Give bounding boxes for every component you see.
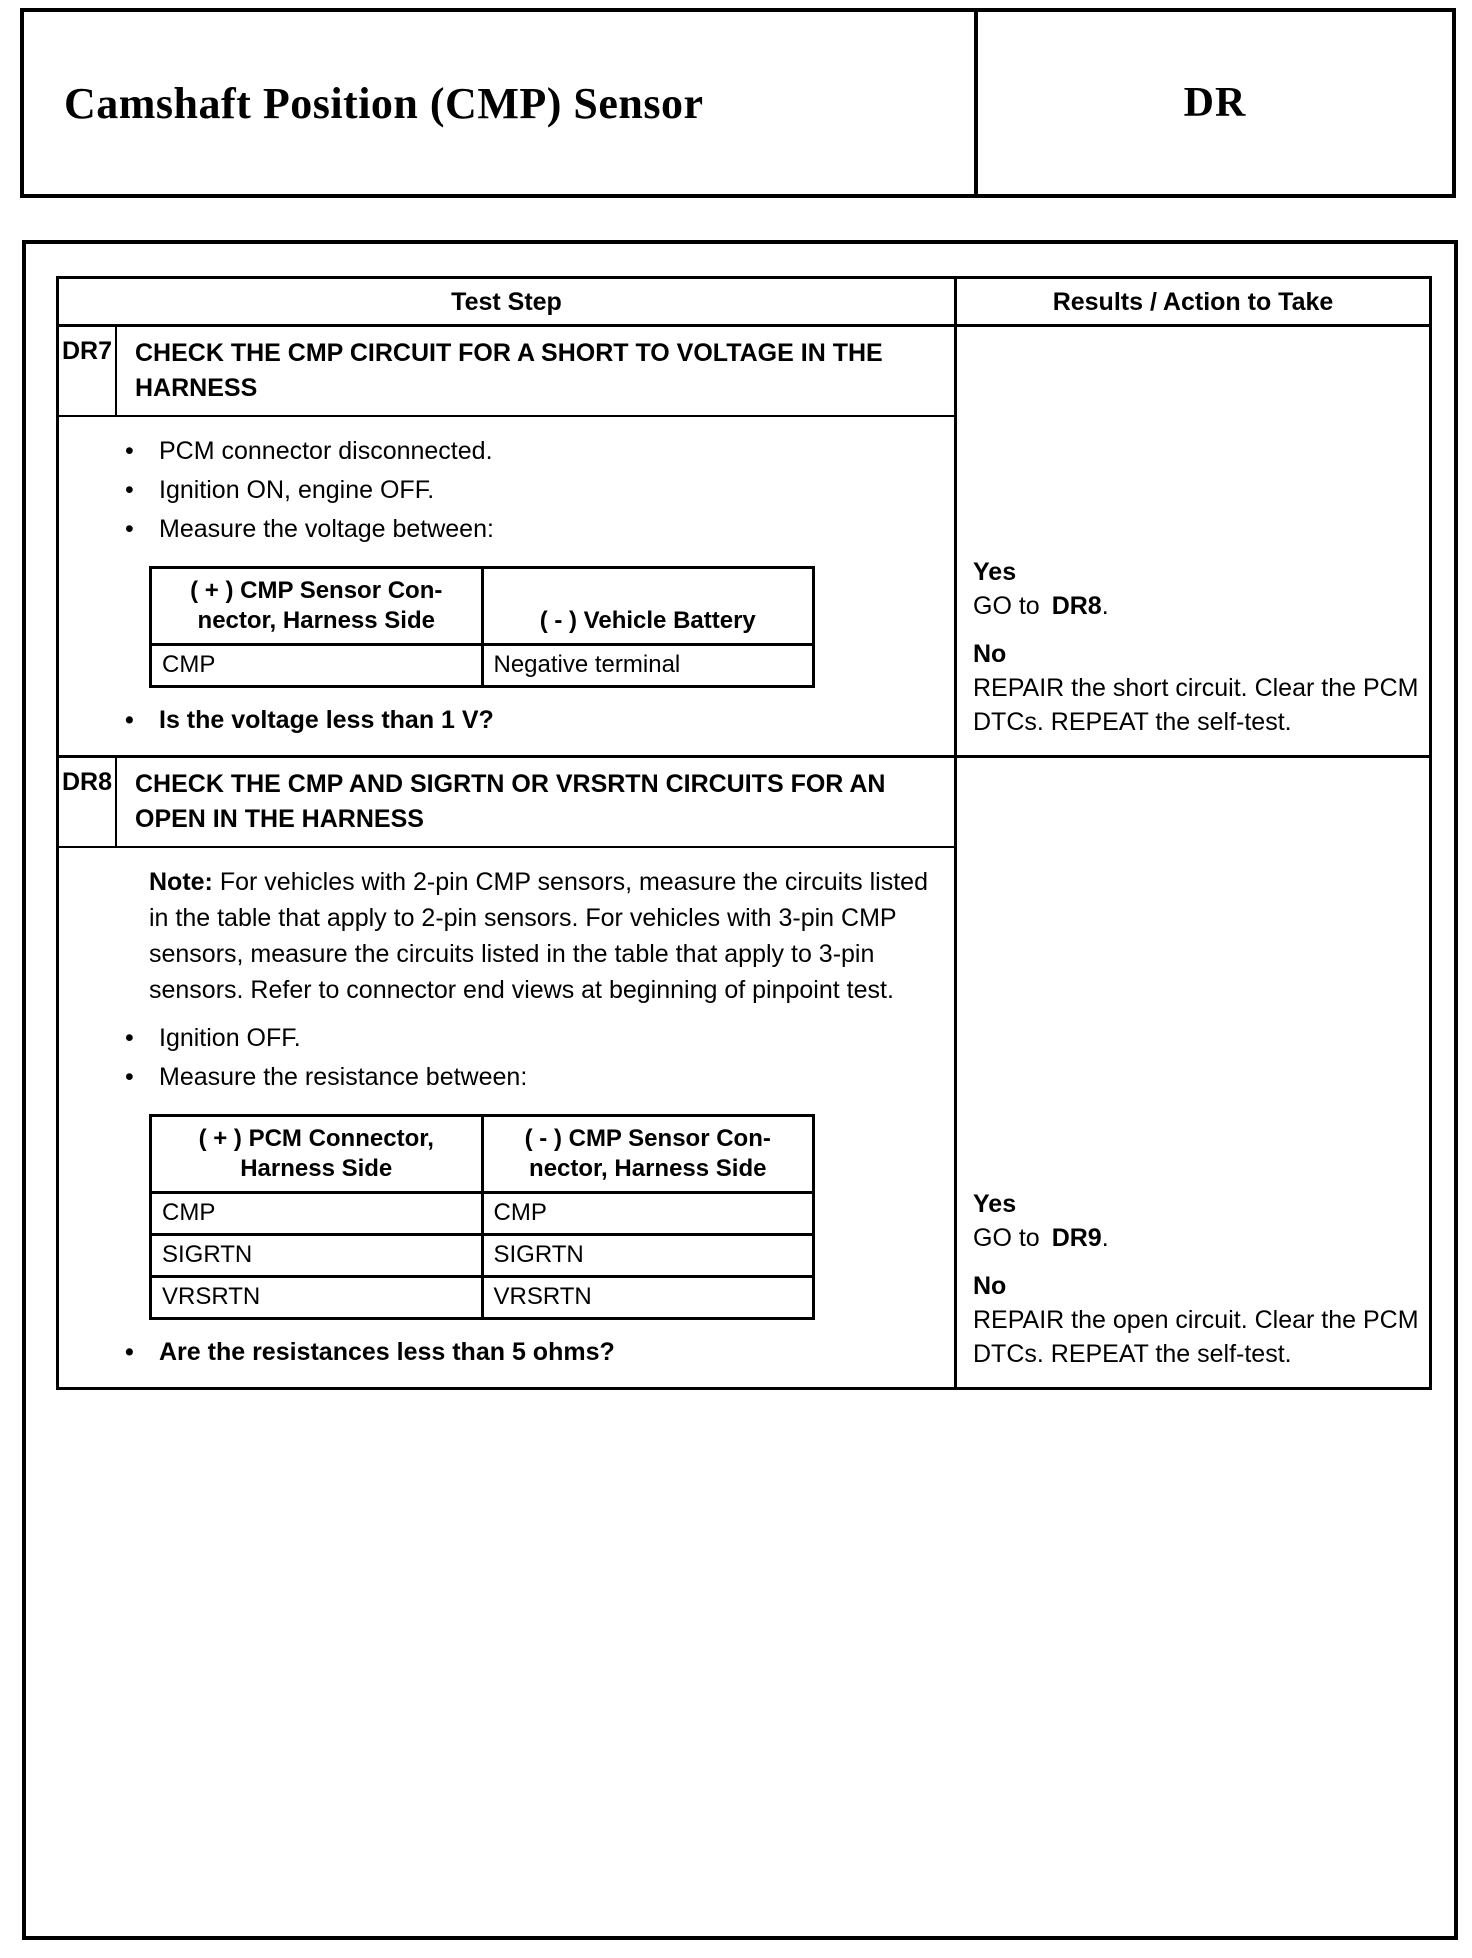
measurement-cell: Negative terminal [482, 645, 814, 687]
result-target-step: DR9 [1051, 1224, 1102, 1252]
step-results [954, 327, 1429, 755]
header-line: nector, Harness Side [529, 1155, 767, 1182]
measurement-header-row [151, 1116, 814, 1193]
test-step-dr8 [59, 755, 1429, 1387]
measurement-cell: SIGRTN [482, 1235, 814, 1277]
measurement-row [151, 645, 814, 687]
measurement-col2-header [482, 568, 814, 645]
result-yes [973, 555, 1419, 623]
header-line: ( + ) PCM Connector, [198, 1125, 434, 1152]
header-line: nector, Harness Side [197, 607, 435, 634]
bullet-item: • Measure the voltage between: [59, 511, 930, 548]
result-action-text: . [1101, 1224, 1109, 1252]
step-question: • Are the resistances less than 5 ohms? [59, 1334, 930, 1371]
note-label: Note: [149, 868, 213, 896]
bullet-item: • Ignition OFF. [59, 1020, 930, 1057]
step-body [59, 417, 954, 755]
note-text: For vehicles with 2-pin CMP sensors, measure the circuits listed in the table that apply to 2-pin sensors. For vehicles with 3-pin CMP sensors, measure the circuits listed in the table that apply to 3-pin sensors. Refer to connector end views at beginning of pinpoint test. [149, 868, 928, 1004]
result-yes-action [973, 1221, 1419, 1255]
step-id: DR7 [59, 327, 117, 417]
result-action-text: GO to [973, 592, 1040, 620]
result-yes [973, 1187, 1419, 1255]
step-heading: CHECK THE CMP AND SIGRTN OR VRSRTN CIRCUITS FOR AN OPEN IN THE HARNESS [117, 758, 954, 848]
step-results [954, 758, 1429, 1387]
title-banner [20, 8, 1456, 198]
result-no [973, 1269, 1419, 1371]
measurement-table [149, 566, 815, 688]
result-action-text: GO to [973, 1224, 1040, 1252]
measurement-cell: CMP [482, 1193, 814, 1235]
test-step-dr7 [59, 327, 1429, 755]
content-frame [22, 240, 1458, 1940]
measurement-col2-header [482, 1116, 814, 1193]
step-heading: CHECK THE CMP CIRCUIT FOR A SHORT TO VOLTAGE IN THE HARNESS [117, 327, 954, 417]
measurement-table [149, 1114, 815, 1320]
result-no-action: REPAIR the open circuit. Clear the PCM DTCs. REPEAT the self-test. [973, 1306, 1419, 1368]
measurement-cell: SIGRTN [151, 1235, 483, 1277]
measurement-col1-header [151, 568, 483, 645]
header-line: ( - ) CMP Sensor Con- [524, 1125, 771, 1152]
result-no-label: No [973, 640, 1007, 668]
column-header-test-step: Test Step [451, 288, 562, 316]
result-yes-label: Yes [973, 558, 1017, 586]
bullet-item: • Ignition ON, engine OFF. [59, 472, 930, 509]
page-title-cell [24, 12, 974, 194]
bullet-item: • PCM connector disconnected. [59, 433, 930, 470]
header-line: ( - ) Vehicle Battery [539, 607, 756, 634]
section-code-cell [974, 12, 1452, 194]
page-title: Camshaft Position (CMP) Sensor [64, 78, 704, 128]
step-body [59, 848, 954, 1387]
measurement-header-row [151, 568, 814, 645]
measurement-cell: VRSRTN [151, 1277, 483, 1319]
measurement-col1-header [151, 1116, 483, 1193]
section-code: DR [1183, 80, 1247, 126]
measurement-row [151, 1193, 814, 1235]
step-note [149, 864, 929, 1008]
result-yes-action [973, 589, 1419, 623]
header-line: Harness Side [240, 1155, 393, 1182]
measurement-cell: CMP [151, 645, 483, 687]
step-question: • Is the voltage less than 1 V? [59, 702, 930, 739]
bullet-item: • Measure the resistance between: [59, 1059, 930, 1096]
column-header-results: Results / Action to Take [954, 279, 1429, 324]
measurement-row [151, 1235, 814, 1277]
measurement-row [151, 1277, 814, 1319]
result-action-text: . [1101, 592, 1109, 620]
pinpoint-test-table [56, 276, 1432, 1390]
test-table-header-row [59, 279, 1429, 327]
result-no [973, 637, 1419, 739]
result-target-step: DR8 [1051, 592, 1102, 620]
measurement-cell: CMP [151, 1193, 483, 1235]
result-no-label: No [973, 1272, 1007, 1300]
step-id: DR8 [59, 758, 117, 848]
result-yes-label: Yes [973, 1190, 1017, 1218]
result-no-action: REPAIR the short circuit. Clear the PCM DTCs. REPEAT the self-test. [973, 674, 1419, 736]
measurement-cell: VRSRTN [482, 1277, 814, 1319]
header-line: ( + ) CMP Sensor Con- [190, 577, 443, 604]
